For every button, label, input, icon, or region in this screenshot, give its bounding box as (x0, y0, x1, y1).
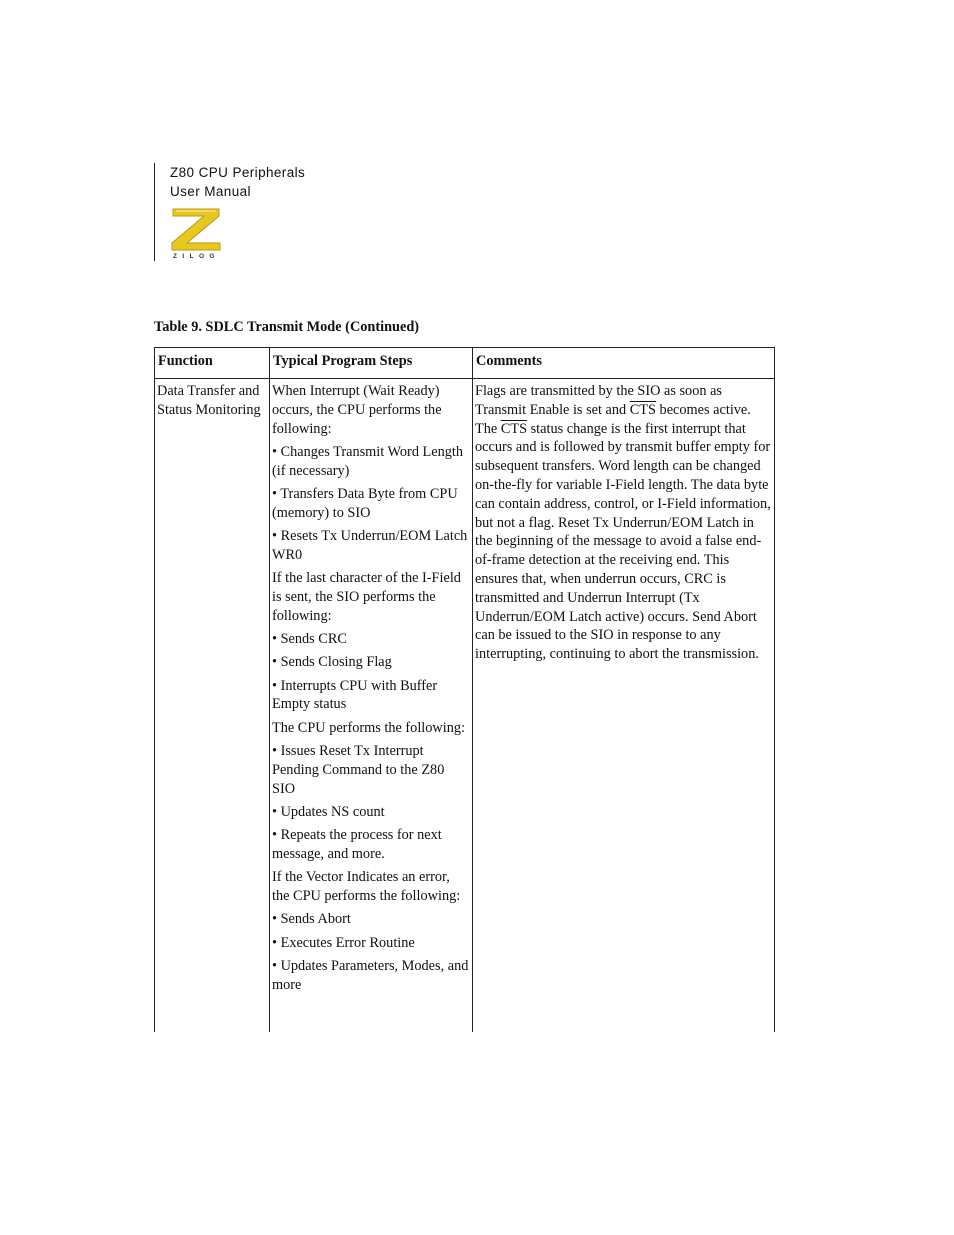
cts-signal: $\overline{CTS}$ (629, 401, 656, 418)
step-item: • Resets Tx Underrun/EOM Latch WR0 (272, 528, 468, 563)
steps-cell (270, 379, 473, 1033)
header-function: Function (155, 348, 270, 379)
comment-text: becomes active. The (475, 401, 751, 437)
zilog-z-icon (170, 207, 222, 251)
manual-subtitle: User Manual (170, 184, 251, 199)
manual-title: Z80 CPU Peripherals (170, 165, 306, 180)
step-item: • Sends Abort (272, 911, 351, 928)
step-item: The CPU performs the following: (272, 719, 465, 736)
function-cell: Data Transfer and Status Monitoring (155, 379, 270, 1033)
step-item: If the Vector Indicates an error, the CPU performs the following: (272, 869, 461, 905)
step-item: • Interrupts CPU with Buffer Empty status (272, 677, 438, 713)
comment-text: status change is the first interrupt that occurs and is followed by transmit buffer empty for subsequent transfers. Word length can be changed on-the-fly for variable I-Field length. The data byte can contain address, control, or I-Field information, but not a flag. Reset Tx Underrun/EOM Latch in the beginning of the message to avoid a false end-of-frame detection at the receiving end. This ensures that, when underrun occurs, CRC is transmitted and Underrun Interrupt (Tx Underrun/EOM Latch active) occurs. Send Abort can be issued to the SIO in response to any interrupting, continuing to abort the transmission. (475, 420, 771, 663)
step-item: • Executes Error Routine (272, 934, 415, 951)
page-header (154, 163, 305, 261)
header-comments: Comments (473, 348, 775, 379)
table-row (155, 379, 775, 1033)
step-item: • Updates NS count (272, 803, 385, 820)
step-item: • Repeats the process for next message, and more. (272, 827, 442, 863)
table-caption: Table 9. SDLC Transmit Mode (Continued) (154, 319, 420, 335)
comments-cell (473, 379, 775, 1033)
table-header-row (155, 348, 775, 379)
header-program-steps: Typical Program Steps (270, 348, 473, 379)
step-item: When Interrupt (Wait Ready) occurs, the CPU performs the following: (272, 383, 442, 437)
step-item: • Sends CRC (272, 631, 347, 648)
sdlc-transmit-table (154, 347, 775, 1032)
comment-text: Flags are transmitted by the SIO as soon as Transmit Enable is set and (475, 383, 722, 418)
cts-signal: $\overline{CTS}$ (500, 420, 528, 437)
zilog-wordmark: ZILOG (173, 253, 220, 260)
step-item: If the last character of the I-Field is sent, the SIO performs the following: (272, 570, 461, 624)
step-item: • Issues Reset Tx Interrupt Pending Command to the Z80 SIO (272, 743, 445, 797)
zilog-logo (170, 207, 226, 260)
step-item: • Sends Closing Flag (272, 654, 392, 671)
step-item: • Transfers Data Byte from CPU (memory) to SIO (272, 485, 458, 521)
step-item: • Updates Parameters, Modes, and more (272, 958, 469, 993)
step-item: • Changes Transmit Word Length (if necessary) (272, 443, 464, 479)
